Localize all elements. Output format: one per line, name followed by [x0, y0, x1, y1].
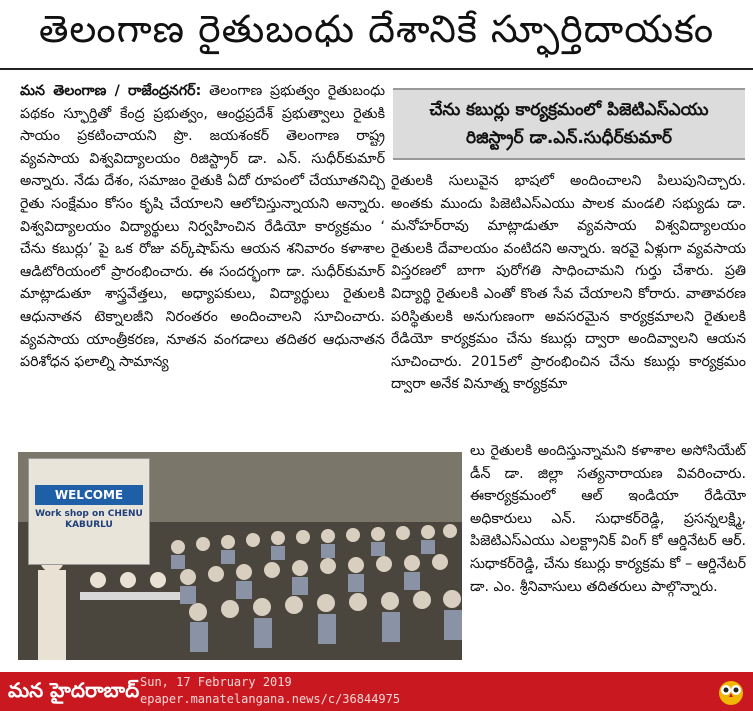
event-banner: [28, 458, 150, 565]
headline: తెలంగాణ రైతుబంధు దేశానికే స్ఫూర్తిదాయకం: [0, 0, 753, 70]
banner-welcome: WELCOME: [35, 485, 143, 505]
dateline: మన తెలంగాణ / రాజేంద్రనగర్:: [20, 83, 202, 99]
article-right-column: [391, 170, 746, 396]
footer-date: Sun, 17 February 2019: [140, 675, 292, 689]
footer-bar: [0, 672, 753, 711]
banner-subtitle: Work shop on CHENU KABURLU: [35, 509, 143, 530]
article-body-left: [20, 80, 385, 374]
article-body-right: రైతులకి సులువైన భాషలో అందించాలని పిలుపునిచ్చారు. అంతకు ముందు పిజెటిఎస్‌ఎయు పాలక మండలి సభ్యుడు డా. మనోహర్‌రావు మాట్లాడుతూ వ్యవసాయ విశ్వవిద్యాలయం రైతులకి దేవాలయం వంటిదని అన్నారు. ఇరవై ఏళ్లుగా వ్యవసాయ విస్తరణలో బాగా పురోగతి సాధించామని గుర్తు చేశారు. ప్రతి విద్యార్థి రైతులకి ఎంతో కొంత సేవ చేయాలని కోరారు. వాతావరణ పరిస్థితులకి అనుగుణంగా అవసరమైన కార్యక్రమాలని రైతులకి రేడియో కార్యక్రమం చేను కబుర్లు ద్వారా అందివ్వాలని ఆయన సూచించారు. 2015లో ప్రారంభించిన చేను కబుర్లు కార్యక్రమం ద్వారా అనేక వినూత్న కార్యక్రమా: [391, 173, 746, 393]
subheadline-line-2: రిజిస్ట్రార్ డా.ఎన్.సుధీర్‌కుమార్: [466, 128, 672, 148]
footer-url[interactable]: epaper.manatelangana.news/c/36844975: [140, 692, 401, 706]
subheadline-box: [393, 88, 745, 160]
subheadline-line-1: చేను కబుర్లు కార్యక్రమంలో పిజెటిఎస్‌ఎయు: [429, 100, 709, 120]
article-left-column: [20, 80, 385, 374]
owl-logo-icon: [716, 676, 746, 706]
article-right-column-continued: [470, 440, 746, 598]
event-photo: [18, 452, 462, 660]
article-body-left-text: తెలంగాణ ప్రభుత్వం రైతుబంధు పథకం స్ఫూర్తితో కేంద్ర ప్రభుత్వం, ఆంధ్రప్రదేశ్ ప్రభుత్వాలు రైతుకి సాయం ప్రకటించాయని ప్రొ. జయశంకర్ తెలంగాణ రాష్ట్ర వ్యవసాయ విశ్వవిద్యాలయం రిజిస్ట్రార్ డా. ఎన్. సుధీర్‌కుమార్ అన్నారు. నేడు దేశం, సమాజం రైతుకి ఏదో రూపంలో చేయూతనిచ్చి రైతు సంక్షేమం కోసం కృషి చేయాలని ఆలోచిస్తున్నాయని అన్నారు. విశ్వవిద్యాలయం విద్యార్థులు నిర్వహించిన రేడియో కార్యక్రమం ‘ చేను కబుర్లు’ పై ఒక రోజు వర్క్‌షాప్‌ను ఆయన శనివారం కళాశాల ఆడిటోరియంలో ప్రారంభించారు. ఈ సందర్భంగా డా. సుధీర్‌కుమార్ మాట్లాడుతూ శాస్త్రవేత్తలు, అధ్యాపకులు, విద్యార్థులు రైతులకి ఆధునాతన టెక్నాలజీని నిరంతరం అందించాలని సూచించారు. వ్యవసాయ యాంత్రీకరణ, నూతన వంగడాలు తదితర ఆధునాతన పరిశోధన ఫలాల్ని సామాన్య: [20, 83, 385, 371]
article-body-right-continued: లు రైతులకి అందిస్తున్నామని కళాశాల అసోసియేట్ డీన్ డా. జిల్లా సత్యనారాయణ వివరించారు. ఈకార్యక్రమంలో ఆల్ ఇండియా రేడియో అధికారులు ఎన్. సుధాకర్‌రెడ్డి, ప్రసన్నలక్ష్మి, పిజెటిఎస్‌ఎయు ఎలక్ట్రానిక్ వింగ్ కో ఆర్డినేటర్ ఆర్. సుధాకర్‌రెడ్డి, చేను కబుర్లు కార్యక్రమ కో – ఆర్డినేటర్ డా. ఎం. శ్రీనివాసులు తదితరులు పాల్గొన్నారు.: [470, 443, 746, 595]
footer-brand: మన హైదరాబాద్: [8, 678, 140, 702]
